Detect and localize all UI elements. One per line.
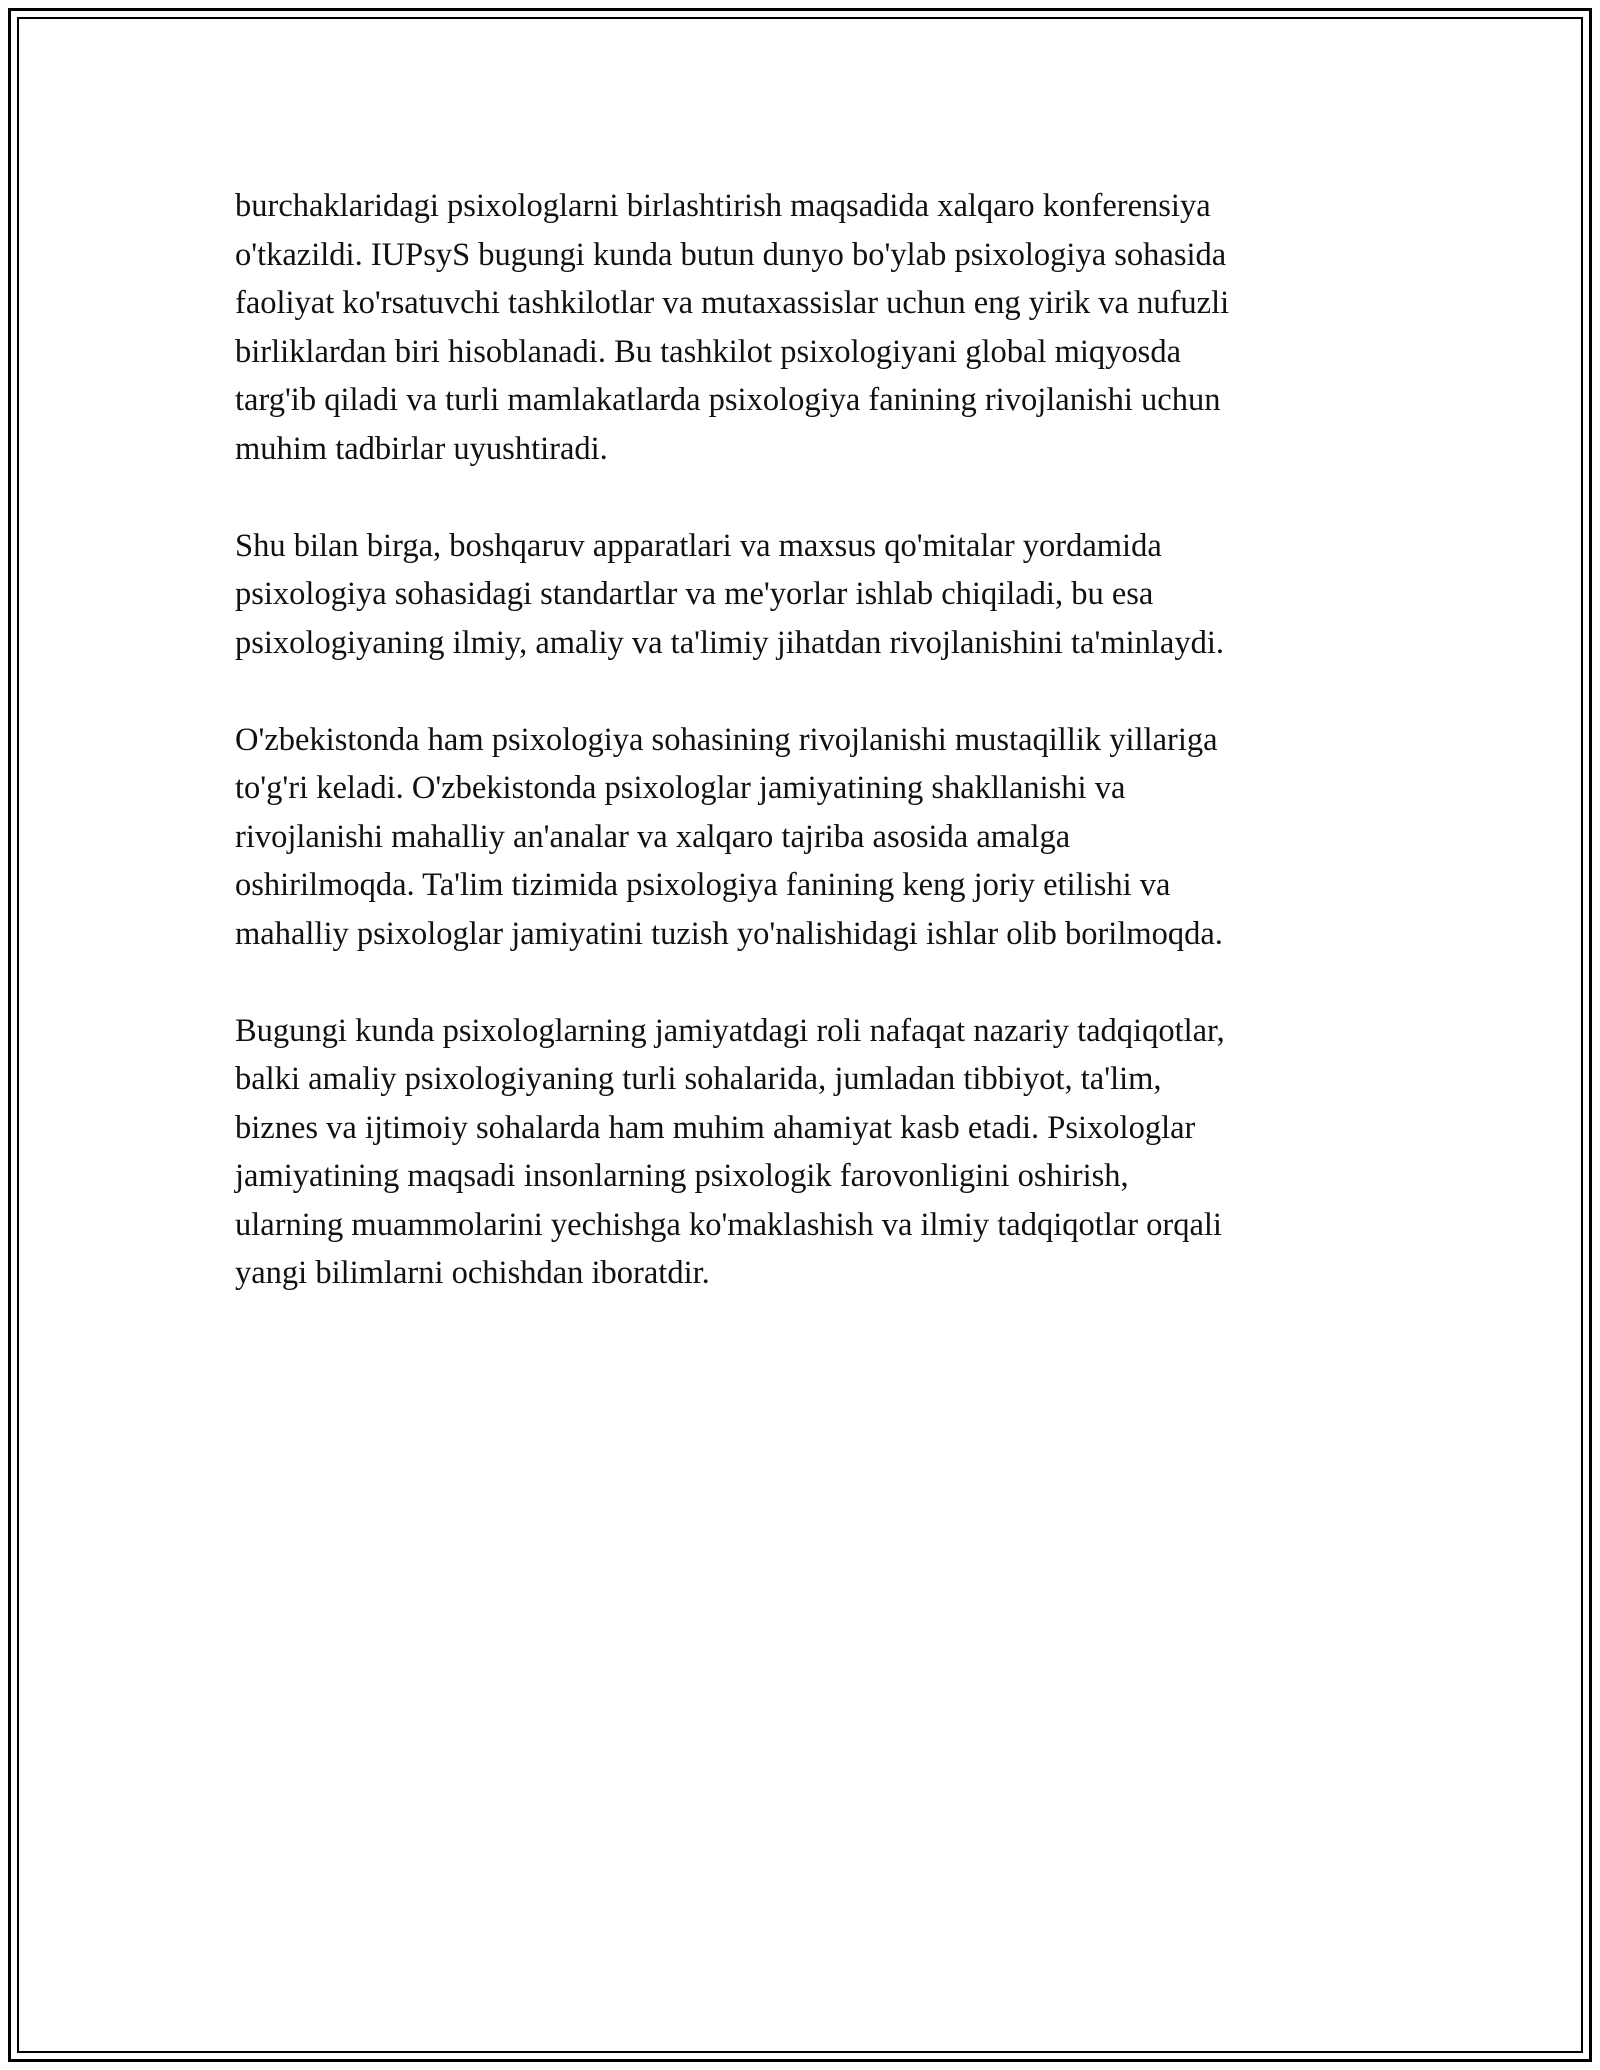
text-line: burchaklaridagi psixologlarni birlashtirish maqsadida xalqaro konferensiya [235,188,1211,224]
document-body [235,182,1375,1346]
text-line: O'zbekistonda ham psixologiya sohasining rivojlanishi mustaqillik yillariga [235,721,1218,758]
text-line: rivojlanishi mahalliy an'analar va xalqaro tajriba asosida amalga [235,818,1071,855]
text-line: to'g'ri keladi. O'zbekistonda psixologlar jamiyatining shakllanishi va [235,770,1126,806]
text-line: o'tkazildi. IUPsyS bugungi kunda butun dunyo bo'ylab psixologiya sohasida [235,236,1227,273]
paragraph-2 [235,522,1375,668]
text-line: Bugungi kunda psixologlarning jamiyatdagi roli nafaqat nazariy tadqiqotlar, [235,1012,1225,1049]
text-line: psixologiyaning ilmiy, amaliy va ta'limiy jihatdan rivojlanishini ta'minlaydi. [235,624,1224,661]
text-line: muhim tadbirlar uyushtiradi. [235,430,608,467]
text-line: birliklardan biri hisoblanadi. Bu tashkilot psixologiyani global miqyosda [235,333,1182,370]
text-line: biznes va ijtimoiy sohalarda ham muhim ahamiyat kasb etadi. Psixologlar [235,1109,1196,1146]
paragraph-1 [235,182,1375,473]
text-line: balki amaliy psixologiyaning turli sohalarida, jumladan tibbiyot, ta'lim, [235,1061,1162,1097]
text-line: jamiyatining maqsadi insonlarning psixologik farovonligini oshirish, [235,1158,1129,1194]
text-line: yangi bilimlarni ochishdan iboratdir. [235,1255,710,1291]
text-line: faoliyat ko'rsatuvchi tashkilotlar va mutaxassislar uchun eng yirik va nufuzli [235,285,1230,321]
text-line: mahalliy psixologlar jamiyatini tuzish yo'nalishidagi ishlar olib borilmoqda. [235,915,1223,952]
text-line: targ'ib qiladi va turli mamlakatlarda psixologiya fanining rivojlanishi uchun [235,382,1221,418]
paragraph-4 [235,1007,1375,1298]
text-line: Shu bilan birga, boshqaruv apparatlari va maxsus qo'mitalar yordamida [235,527,1162,564]
text-line: oshirilmoqda. Ta'lim tizimida psixologiya fanining keng joriy etilishi va [235,867,1171,903]
text-line: psixologiya sohasidagi standartlar va me'yorlar ishlab chiqiladi, bu esa [235,576,1154,612]
paragraph-3 [235,716,1375,959]
text-line: ularning muammolarini yechishga ko'maklashish va ilmiy tadqiqotlar orqali [235,1206,1222,1243]
